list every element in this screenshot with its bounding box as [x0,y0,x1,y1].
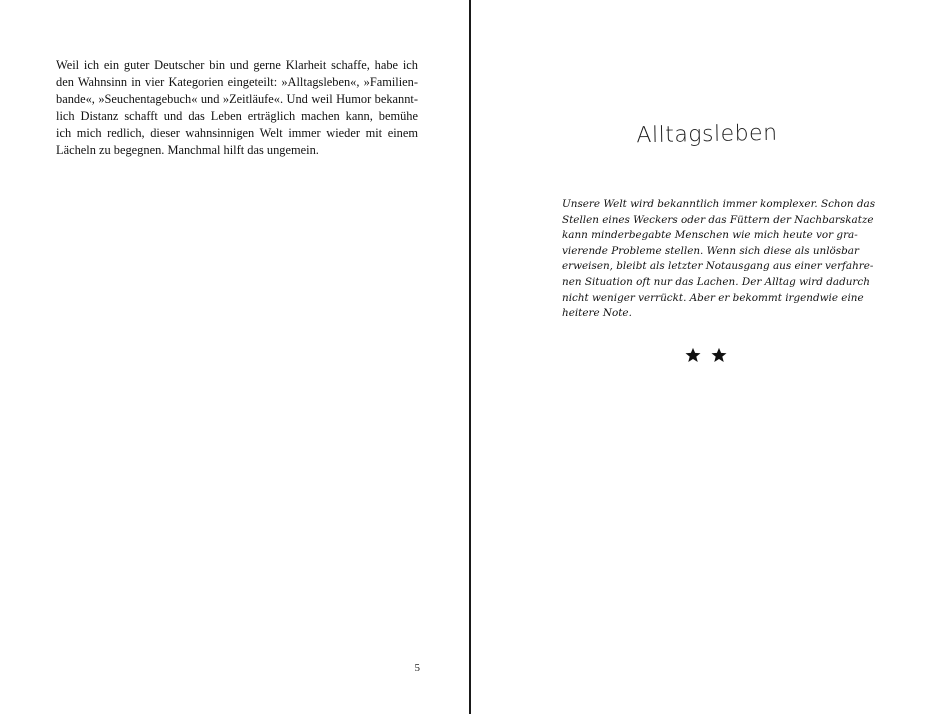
page-number: 5 [414,662,420,674]
left-page [0,0,469,714]
intro-line: kann minderbegabte Menschen wie mich heute vor gra- [562,229,858,242]
intro-line: Stellen eines Weckers oder das Füttern der Nachbarskatze [562,213,874,226]
intro-line: erweisen, bleibt als letzter Notausgang aus einer verfahre- [562,260,874,273]
intro-line: nen Situation oft nur das Lachen. Der Alltag wird dadurch [562,275,870,288]
paragraph-line: bande«, »Seuchentagebuch« und »Zeitläufe«. Und weil Humor bekannt- [56,92,418,106]
paragraph-line: ich mich redlich, dieser wahnsinnigen Welt immer wieder mit einem [56,126,418,140]
right-page [472,0,941,714]
star-ornament [684,346,728,366]
star-icon [710,346,728,364]
chapter-intro [562,197,876,322]
intro-line: vierende Probleme stellen. Wenn sich diese als unlösbar [562,244,859,257]
paragraph-line: Lächeln zu begegnen. Manchmal hilft das ungemein. [56,143,319,157]
left-paragraph [56,57,418,159]
book-spine [469,0,471,714]
paragraph-line: lich Distanz schafft und das Leben erträglich machen kann, bemühe [56,109,418,123]
intro-line: Unsere Welt wird bekanntlich immer komplexer. Schon das [562,198,876,210]
chapter-title: Alltagsleben [636,120,778,149]
intro-line: nicht weniger verrückt. Aber er bekommt irgendwie eine [562,291,864,304]
intro-line: heitere Note. [562,307,632,320]
star-icon [684,346,702,364]
paragraph-line: Weil ich ein guter Deutscher bin und gerne Klarheit schaffe, habe ich [56,58,418,72]
paragraph-line: den Wahnsinn in vier Kategorien eingeteilt: »Alltagsleben«, »Familien- [56,75,418,89]
